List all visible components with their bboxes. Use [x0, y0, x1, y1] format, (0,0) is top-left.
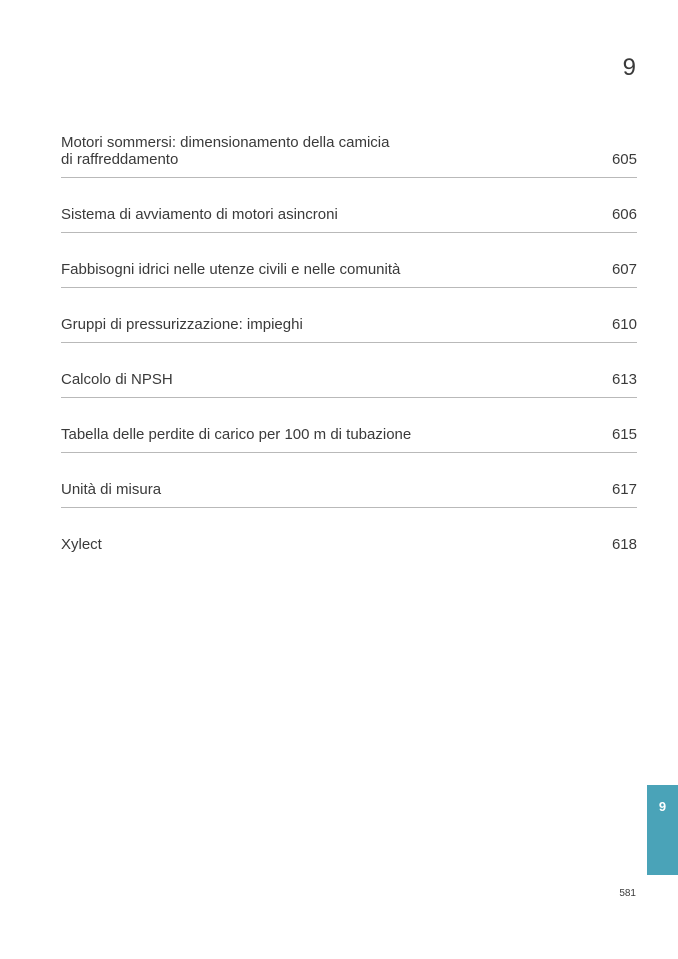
page-number: 581 — [619, 888, 636, 899]
toc-entry-page: 618 — [611, 536, 637, 553]
toc-entry-title: Unità di misura — [61, 481, 162, 498]
toc-entry-calcolo-npsh[interactable] — [61, 371, 637, 398]
toc-entry-title: Xylect — [61, 536, 102, 553]
toc-entry-gruppi-pressurizzazione[interactable] — [61, 316, 637, 343]
toc-entry-page: 615 — [611, 426, 637, 443]
toc-entry-xylect[interactable] — [61, 536, 637, 562]
toc-entry-motori-sommersi[interactable] — [61, 134, 637, 178]
toc-entry-unita-misura[interactable] — [61, 481, 637, 508]
toc-entry-page: 607 — [611, 261, 637, 278]
table-of-contents — [61, 134, 637, 590]
toc-entry-page: 617 — [611, 481, 637, 498]
toc-entry-page: 610 — [611, 316, 637, 333]
toc-entry-fabbisogni-idrici[interactable] — [61, 261, 637, 288]
toc-entry-tabella-perdite[interactable] — [61, 426, 637, 453]
chapter-side-tab-label: 9 — [658, 799, 667, 814]
toc-entry-title: Gruppi di pressurizzazione: impieghi — [61, 316, 303, 333]
toc-entry-title: Calcolo di NPSH — [61, 371, 173, 388]
toc-entry-sistema-avviamento[interactable] — [61, 206, 637, 233]
toc-entry-title: Fabbisogni idrici nelle utenze civili e nelle comunità — [61, 261, 401, 278]
toc-entry-page: 613 — [611, 371, 637, 388]
toc-entry-page: 606 — [611, 206, 637, 223]
chapter-number: 9 — [622, 54, 636, 81]
toc-entry-title: Sistema di avviamento di motori asincroni — [61, 206, 338, 223]
toc-entry-title: Motori sommersi: dimensionamento della camicia di raffreddamento — [61, 134, 390, 168]
toc-entry-title: Tabella delle perdite di carico per 100 m di tubazione — [61, 426, 412, 443]
chapter-side-tab[interactable] — [647, 785, 678, 875]
toc-entry-page: 605 — [611, 151, 637, 168]
